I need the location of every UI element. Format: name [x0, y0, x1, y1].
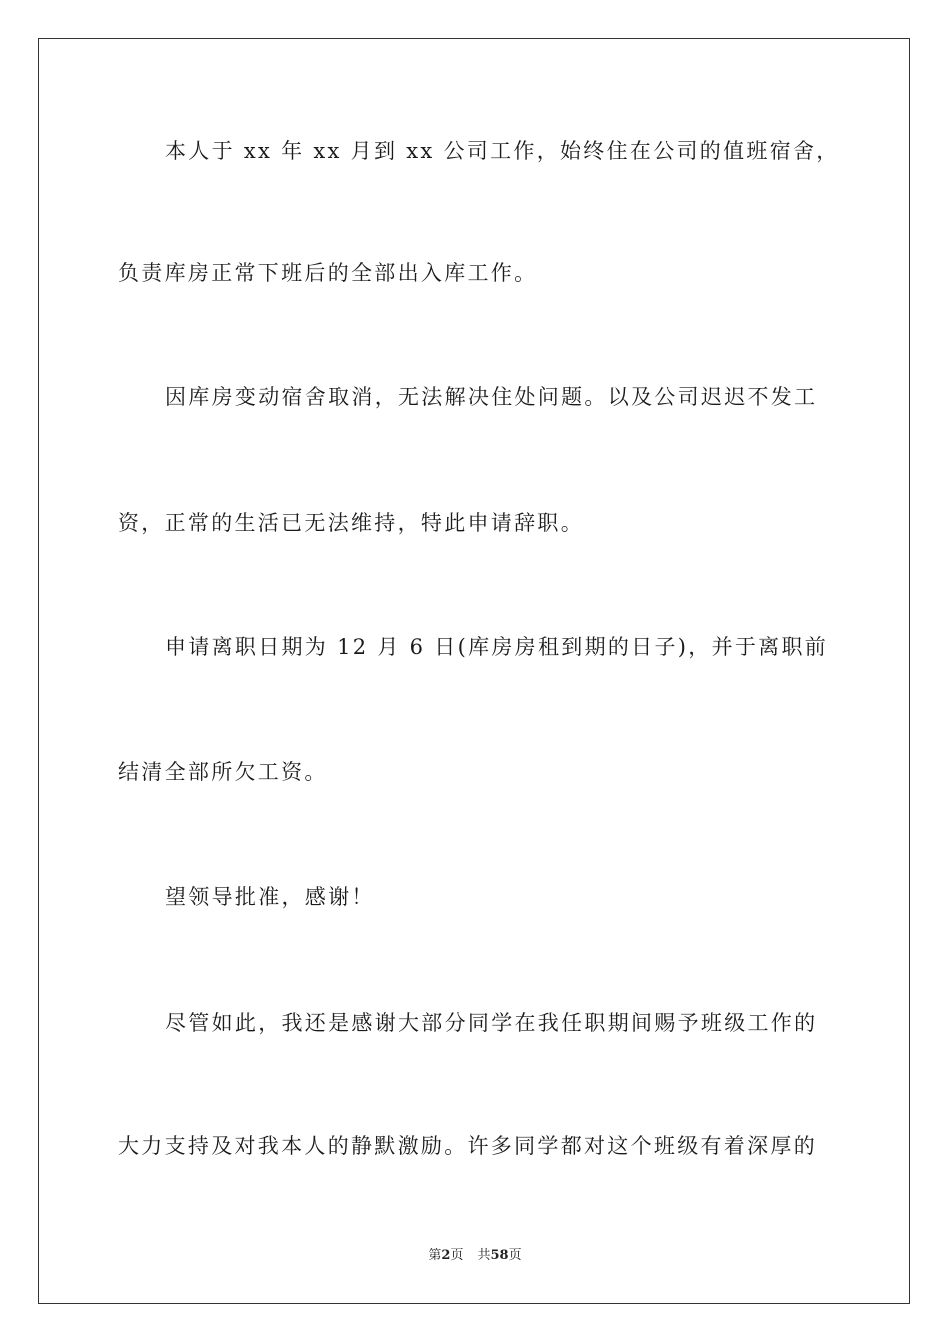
- total-pages: 58: [490, 1248, 509, 1263]
- paragraph-line: 负责库房正常下班后的全部出入库工作。: [118, 261, 538, 285]
- page-number-suffix: 页: [450, 1248, 464, 1263]
- page-border: [38, 38, 910, 1304]
- paragraph-line: 大力支持及对我本人的静默激励。许多同学都对这个班级有着深厚的: [118, 1134, 817, 1158]
- paragraph-line: 尽管如此，我还是感谢大部分同学在我任职期间赐予班级工作的: [165, 1011, 818, 1035]
- paragraph-line: 申请离职日期为 12 月 6 日(库房房租到期的日子)，并于离职前: [165, 635, 829, 659]
- page-number: 2: [441, 1248, 451, 1263]
- total-pages-prefix: 共: [477, 1248, 491, 1263]
- paragraph-line: 望领导批准，感谢！: [165, 885, 375, 909]
- paragraph-line: 资，正常的生活已无法维持，特此申请辞职。: [118, 511, 584, 535]
- paragraph-line: 本人于 xx 年 xx 月到 xx 公司工作，始终住在公司的值班宿舍，: [165, 139, 840, 163]
- paragraph-line: 结清全部所欠工资。: [118, 760, 328, 784]
- paragraph-line: 因库房变动宿舍取消，无法解决住处问题。以及公司迟迟不发工: [165, 385, 818, 409]
- total-pages-suffix: 页: [508, 1248, 522, 1263]
- page-number-prefix: 第: [428, 1248, 442, 1263]
- page-footer: [0, 1247, 950, 1265]
